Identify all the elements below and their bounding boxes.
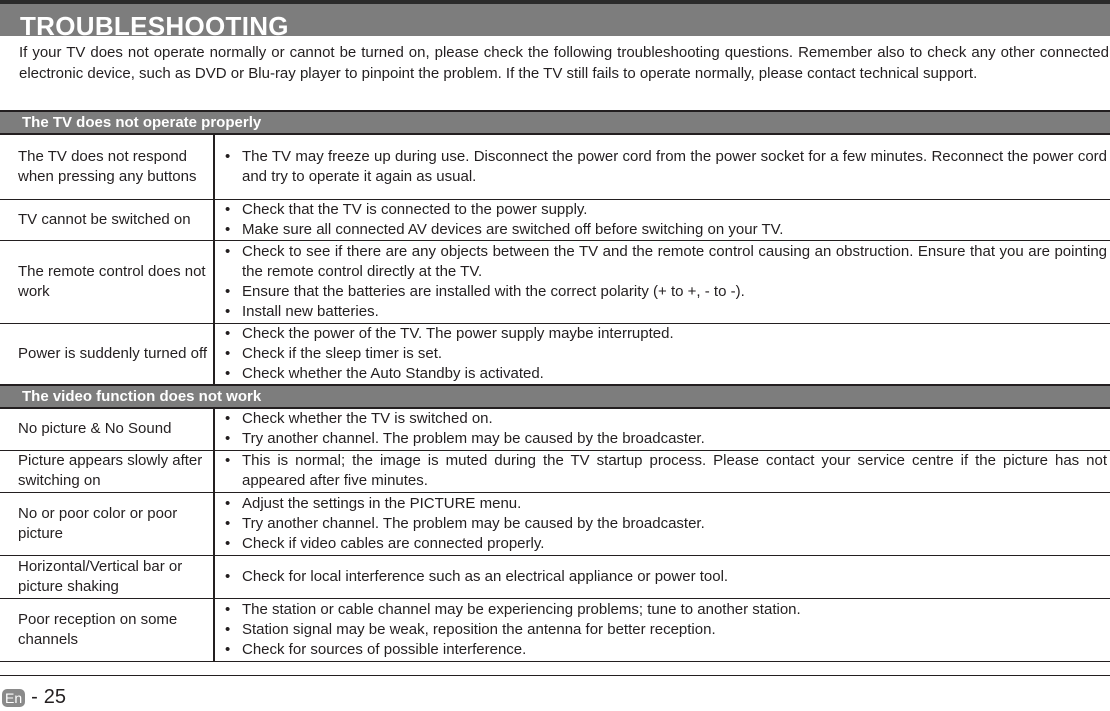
problem-cell: Horizontal/Vertical bar or picture shaking — [0, 555, 214, 598]
solution-cell — [214, 240, 1110, 323]
solution-item: • Try another channel. The problem may be caused by the broadcaster. — [225, 429, 1107, 449]
solution-item: • The TV may freeze up during use. Disconnect the power cord from the power socket for a few minutes. Reconnect the power cord and try to operate it again as usual. — [225, 147, 1107, 187]
solution-item: • Try another channel. The problem may be caused by the broadcaster. — [225, 514, 1107, 534]
solution-item: • The station or cable channel may be experiencing problems; tune to another station. — [225, 600, 1107, 620]
table-row — [0, 199, 1110, 240]
table-row — [0, 134, 1110, 199]
solution-cell — [214, 134, 1110, 199]
solution-item: • Install new batteries. — [225, 302, 1107, 322]
solution-item: • Check whether the TV is switched on. — [225, 409, 1107, 429]
table-row — [0, 598, 1110, 661]
section-title: The TV does not operate properly — [0, 111, 1110, 134]
problem-cell: Picture appears slowly after switching on — [0, 450, 214, 492]
solution-cell — [214, 555, 1110, 598]
solution-item: • Make sure all connected AV devices are switched off before switching on your TV. — [225, 220, 1107, 240]
solution-item: • Check if the sleep timer is set. — [225, 344, 1107, 364]
problem-cell: No picture & No Sound — [0, 408, 214, 450]
solution-item: • This is normal; the image is muted during the TV startup process. Please contact your service centre if the picture has not appeared after five minutes. — [225, 451, 1107, 491]
solution-item: • Check whether the Auto Standby is activated. — [225, 364, 1107, 384]
problem-cell: Poor reception on some channels — [0, 598, 214, 661]
table-row — [0, 408, 1110, 450]
section-header — [0, 111, 1110, 134]
problem-cell: The remote control does not work — [0, 240, 214, 323]
solution-item: • Ensure that the batteries are installed with the correct polarity (+ to +, - to -). — [225, 282, 1107, 302]
solution-cell — [214, 598, 1110, 661]
section-header — [0, 385, 1110, 408]
footer-separator: - — [31, 686, 38, 708]
table-row — [0, 555, 1110, 598]
problem-cell: Power is suddenly turned off — [0, 323, 214, 385]
table-row — [0, 450, 1110, 492]
problem-cell: No or poor color or poor picture — [0, 492, 214, 555]
solution-cell — [214, 450, 1110, 492]
solution-cell — [214, 408, 1110, 450]
solution-item: • Adjust the settings in the PICTURE menu. — [225, 494, 1107, 514]
intro-paragraph: If your TV does not operate normally or cannot be turned on, please check the following troubleshooting questions. Remember also to check any other connected electronic device, such as DVD or Blu-ray player to pinpoint the problem. If the TV still fails to operate normally, please contact technical support. — [19, 44, 1109, 82]
solution-item: • Check that the TV is connected to the power supply. — [225, 200, 1107, 220]
problem-cell: The TV does not respond when pressing any buttons — [0, 134, 214, 199]
table-row — [0, 323, 1110, 385]
page-number: 25 — [43, 686, 67, 708]
solution-cell — [214, 323, 1110, 385]
language-badge: En — [2, 689, 25, 707]
solution-item: • Check to see if there are any objects between the TV and the remote control causing an obstruction. Ensure that you are pointing the remote control directly at the TV. — [225, 242, 1107, 282]
page-title: TROUBLESHOOTING — [20, 11, 289, 36]
solution-item: • Check the power of the TV. The power supply maybe interrupted. — [225, 324, 1107, 344]
divider — [0, 675, 1110, 676]
solution-item: • Check for sources of possible interference. — [225, 640, 1107, 660]
solution-cell — [214, 492, 1110, 555]
solution-item: • Check for local interference such as an electrical appliance or power tool. — [225, 567, 1107, 587]
page-footer — [2, 686, 66, 709]
solution-item: • Station signal may be weak, reposition the antenna for better reception. — [225, 620, 1107, 640]
solution-item: • Check if video cables are connected properly. — [225, 534, 1107, 554]
section-title: The video function does not work — [0, 385, 1110, 408]
solution-cell — [214, 199, 1110, 240]
table-row — [0, 492, 1110, 555]
troubleshooting-table — [0, 110, 1110, 662]
problem-cell: TV cannot be switched on — [0, 199, 214, 240]
table-row — [0, 240, 1110, 323]
